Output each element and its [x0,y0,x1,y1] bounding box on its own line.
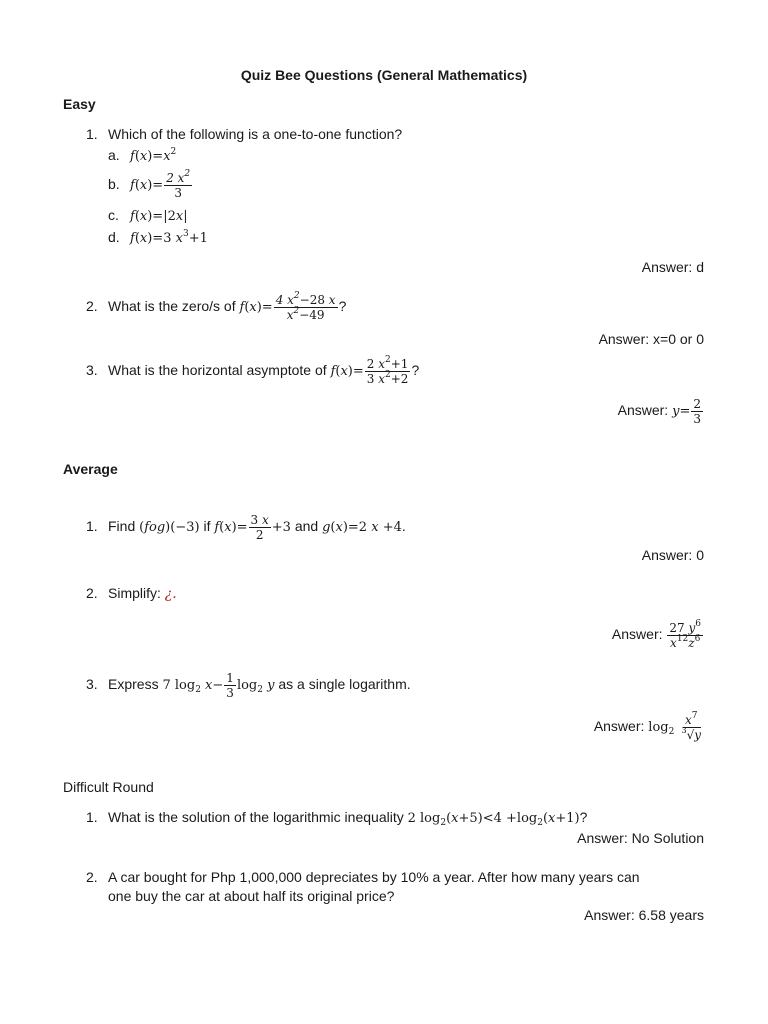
section-heading-average: Average [63,461,118,477]
difficult-question-2-line2: one buy the car at about half its original price? [108,888,395,904]
answer-average-3: Answer: $\log_2$ $\frac{x^7}{^3√y}$ [594,706,704,748]
average-question-3: 3. Express 7 $\log_2 x-$ $\frac{1}{3}$ $\log_2 y$ as a single logarithm. [86,671,411,700]
question-expression: f(x)= $\frac{4 x^2-28 x}{x^2-49}$ [239,291,336,322]
easy-question-2: 2. What is the zero/s of f(x)= $\frac{4 x^2-28 x}{x^2-49}$ ? [86,291,347,322]
average-question-1: 1. Find (fog)(−3) if f(x)= $\frac{3 x}{2}$ +3 and g(x)=2 x +4. [86,513,406,542]
section-heading-easy: Easy [63,96,96,112]
question-glyph: ¿. [164,586,177,602]
option-b-expression: f(x)= $\frac{2 x^2}{3}$ [130,169,191,200]
question-number: 1. [86,126,98,142]
answer-average-1: Answer: 0 [641,547,704,563]
answer-expression: y= $\frac{2}{3}$ [672,397,701,426]
average-question-2: 2. Simplify: ¿. [86,585,177,602]
answer-expression: $\frac{27 y^6}{x^{12}z^6}$ [669,619,701,650]
page-title: Quiz Bee Questions (General Mathematics) [240,67,528,83]
option-a: a. $f(x)=x^2$ [108,147,177,164]
answer-average-2: Answer: $\frac{27 y^6}{x^{12}z^6}$ [612,616,704,654]
question-expression: f(x)= $\frac{2 x^2+1}{3 x^2+2}$ [330,355,409,386]
option-c-expression: f(x)=|2x| [130,209,188,224]
option-d-expression: f(x)=3 $x^3+1$ [130,229,208,246]
answer-easy-1: Answer: d [641,259,704,275]
answer-easy-3: Answer: y= $\frac{2}{3}$ [618,394,704,428]
easy-question-1 [86,126,402,142]
answer-difficult-1: Answer: No Solution [577,830,704,846]
option-a-expression: $f(x)=x^2$ [130,147,177,164]
option-c: c. f(x)=|2x| [108,207,188,224]
option-d: d. f(x)=3 $x^3+1$ [108,229,208,246]
answer-easy-2: Answer: x=0 or 0 [598,331,704,347]
difficult-question-2: 2. A car bought for Php 1,000,000 depreciates by 10% a year. After how many years can [86,869,640,885]
question-text: Which of the following is a one-to-one function? [108,126,403,142]
answer-difficult-2: Answer: 6.58 years [584,907,704,923]
answer-expression: $\log_2$ $\frac{x^7}{^3√y}$ [648,711,701,742]
easy-question-3: 3. What is the horizontal asymptote of f(x)= $\frac{2 x^2+1}{3 x^2+2}$ ? [86,355,420,386]
section-heading-difficult: Difficult Round [63,779,154,795]
difficult-question-1: 1. What is the solution of the logarithmic inequality 2 $\log_2(x+5)<4 +\log_2(x+1)$? [86,809,588,828]
option-b: b. f(x)= $\frac{2 x^2}{3}$ [108,170,193,200]
